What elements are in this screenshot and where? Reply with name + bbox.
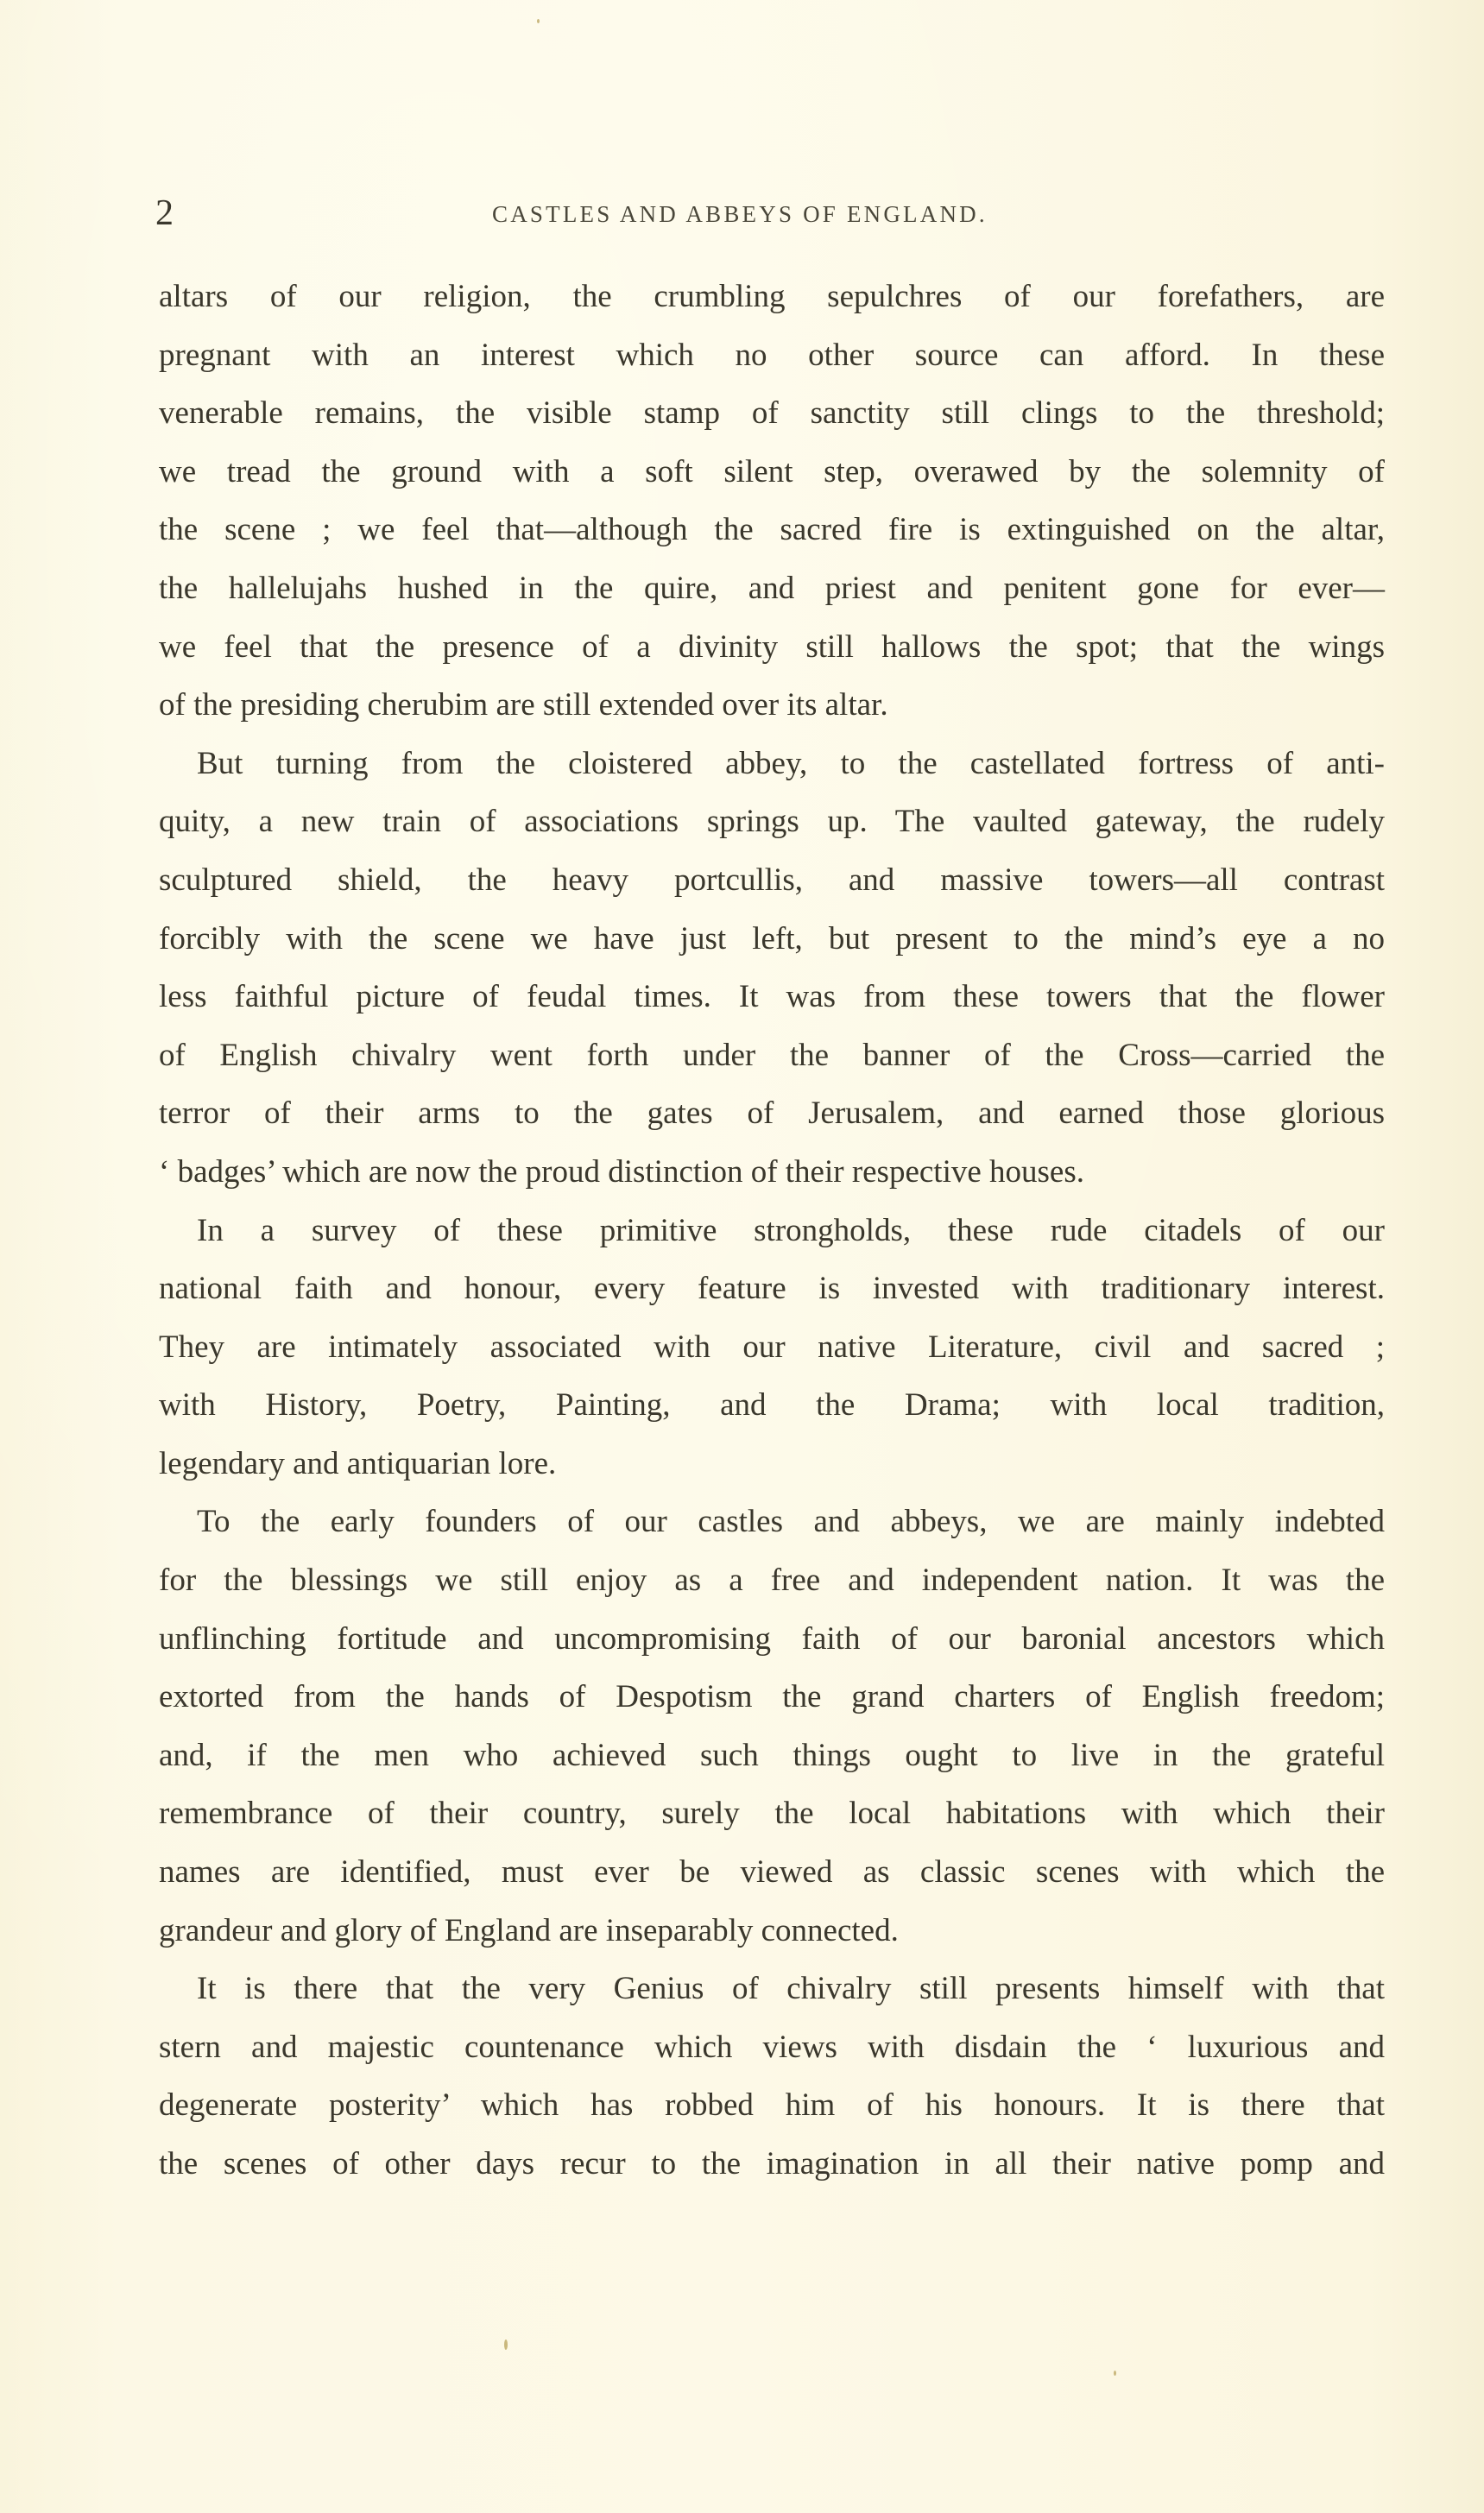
text-line: and, if the men who achieved such things ought to live in the grateful — [159, 1737, 1385, 1773]
text-line: They are intimately associated with our native Literature, civil and sacred ; — [159, 1329, 1385, 1365]
body-text — [159, 268, 1385, 2194]
text-line: quity, a new train of associations springs up. The vaulted gateway, the rudely — [159, 804, 1385, 840]
paragraph-5 — [159, 1960, 1385, 2193]
page-number: 2 — [155, 193, 174, 233]
paragraph-4 — [159, 1493, 1385, 1960]
text-line: less faithful picture of feudal times. It was from these towers that the flower — [159, 979, 1385, 1015]
text-line: of the presiding cherubim are still extended over its altar. — [159, 687, 888, 723]
text-line: degenerate posterity’ which has robbed him of his honours. It is there that — [159, 2087, 1385, 2124]
text-line: for the blessings we still enjoy as a free and independent nation. It was the — [159, 1563, 1385, 1599]
text-line: we tread the ground with a soft silent step, overawed by the solemnity of — [159, 453, 1385, 489]
text-line: To the early founders of our castles and abbeys, we are mainly indebted — [197, 1504, 1385, 1540]
text-line: extorted from the hands of Despotism the grand charters of English freedom; — [159, 1679, 1385, 1715]
text-line: the hallelujahs hushed in the quire, and priest and penitent gone for ever— — [159, 570, 1385, 606]
text-line: forcibly with the scene we have just left, but present to the mind’s eye a no — [159, 920, 1385, 957]
paper-speck — [504, 2339, 508, 2350]
paragraph-2 — [159, 735, 1385, 1202]
text-line: national faith and honour, every feature is invested with traditionary interest. — [159, 1271, 1385, 1307]
text-line: venerable remains, the visible stamp of sanctity still clings to the threshold; — [159, 395, 1385, 432]
text-line: altars of our religion, the crumbling sepulchres of our forefathers, are — [159, 279, 1385, 314]
text-line: with History, Poetry, Painting, and the Drama; with local tradition, — [159, 1387, 1385, 1424]
text-line: the scene ; we feel that—although the sacred fire is extinguished on the altar, — [159, 512, 1385, 548]
text-line: But turning from the cloistered abbey, to the castellated fortress of anti- — [197, 745, 1385, 781]
text-line: we feel that the presence of a divinity still hallows the spot; that the wings — [159, 628, 1385, 665]
text-line: It is there that the very Genius of chivalry still presents himself with that — [197, 1971, 1385, 2007]
text-line: of English chivalry went forth under the banner of the Cross—carried the — [159, 1037, 1385, 1073]
running-head — [155, 192, 1381, 235]
text-line: names are identified, must ever be viewed as classic scenes with which the — [159, 1854, 1385, 1891]
text-line: the scenes of other days recur to the imagination in all their native pomp and — [159, 2146, 1385, 2182]
text-line: sculptured shield, the heavy portcullis, and massive towers—all contrast — [159, 862, 1385, 898]
paper-speck — [1114, 2371, 1116, 2376]
text-line: In a survey of these primitive strongholds, these rude citadels of our — [197, 1212, 1385, 1248]
text-line: pregnant with an interest which no other source can afford. In these — [159, 337, 1385, 373]
paper-speck — [537, 19, 540, 23]
text-line: unflinching fortitude and uncompromising faith of our baronial ancestors which — [159, 1620, 1385, 1657]
paragraph-1 — [159, 268, 1385, 735]
text-line: legendary and antiquarian lore. — [159, 1445, 557, 1481]
text-line: remembrance of their country, surely the local habitations with which their — [159, 1796, 1385, 1832]
paragraph-3 — [159, 1202, 1385, 1493]
text-line: grandeur and glory of England are inseparably connected. — [159, 1912, 899, 1948]
text-line: stern and majestic countenance which views with disdain the ‘ luxurious and — [159, 2029, 1385, 2065]
text-line: ‘ badges’ which are now the proud distinction of their respective houses. — [159, 1153, 1085, 1190]
running-head-title: CASTLES AND ABBEYS OF ENGLAND. — [492, 201, 988, 227]
text-line: terror of their arms to the gates of Jerusalem, and earned those glorious — [159, 1095, 1385, 1132]
